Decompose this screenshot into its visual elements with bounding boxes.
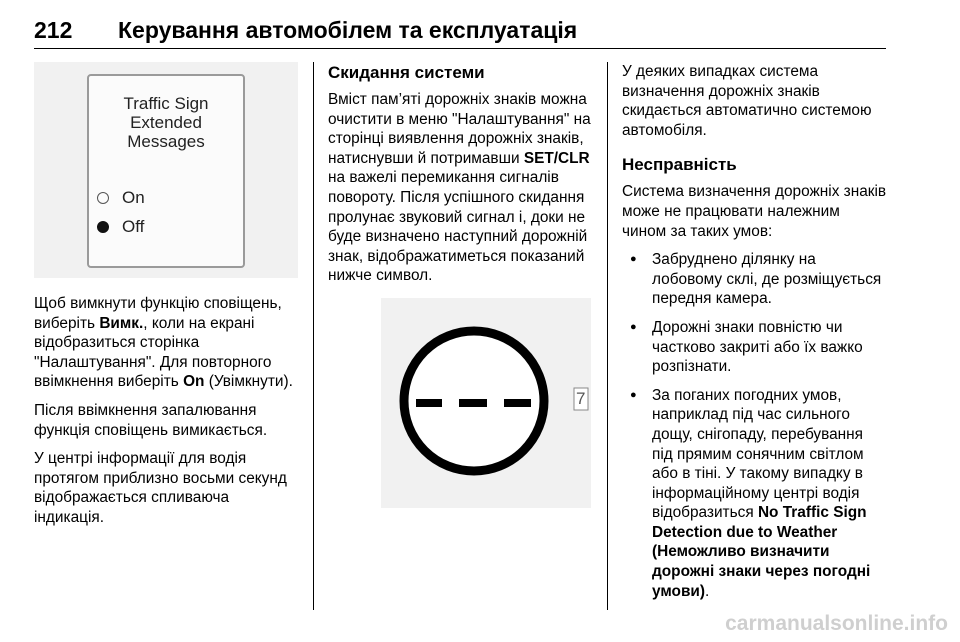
list-item: ● За поганих погодних умов, наприклад під час сильного дощу, снігопаду, перебування під прямим сонячним світлом або в тіні. У такому випадку в інформаційному центрі водія відобразиться No Traffic Sign Detection due to Weather (Неможливо визначити дорожні знаки через погодні умови). — [622, 386, 888, 602]
screen-title-line: Messages — [127, 132, 205, 151]
list-item: ● Дорожні знаки повністю чи частково закриті або їх важко розпізнати. — [622, 318, 888, 377]
figure-label: 7 — [576, 388, 586, 408]
option-label: On — [122, 188, 145, 207]
paragraph: У деяких випадках система визначення дорожніх знаків скидається автоматично системою автомобіля. — [622, 63, 872, 139]
radio-unselected-icon — [97, 192, 109, 204]
no-sign-detected-icon — [381, 298, 591, 508]
column-divider — [607, 62, 608, 610]
screen-title — [89, 94, 243, 151]
option-label: Off — [122, 217, 145, 236]
column-left — [34, 62, 300, 537]
watermark: carmanualsonline.info — [725, 612, 948, 635]
condition-list — [622, 250, 888, 601]
option-off — [97, 217, 144, 237]
column-right — [622, 62, 888, 610]
column-middle — [328, 62, 598, 508]
page-header — [34, 8, 886, 49]
paragraph: Система визначення дорожніх знаків може не працювати належним чином за таких умов: — [622, 183, 887, 240]
paragraph: Після ввімкнення запалювання функція сповіщень вимикається. — [34, 401, 268, 439]
screen-title-line: Traffic Sign — [123, 94, 209, 113]
reset-symbol-figure — [381, 298, 591, 508]
paragraph: Щоб вимкнути функцію сповіщень, виберіть Вимк., коли на екрані відобразиться сторінка "Налаштування". Для повторного ввімкнення виберіть On (Увімкнути). — [34, 295, 293, 391]
paragraph: Вміст пам’яті дорожніх знаків можна очистити в меню "Налаштування" на сторінці виявлення дорожніх знаків, натиснувши й потримавши SET/CLR на важелі перемикання сигналів повороту. Після успішного скидання пролунає звуковий сигнал і, доки не буде визначено наступний дорожній знак, відображатиметься показаний нижче символ. — [328, 91, 591, 285]
traffic-sign-menu-figure — [34, 62, 298, 278]
section-heading: Несправність — [622, 155, 737, 175]
paragraph: У центрі інформації для водія протягом приблизно восьми секунд відображається спливаюча індикація. — [34, 450, 287, 526]
screen-title-line: Extended — [130, 113, 202, 132]
column-divider — [313, 62, 314, 610]
option-on — [97, 188, 145, 208]
page-number: 212 — [34, 17, 73, 43]
list-item: ● Забруднено ділянку на лобовому склі, де розміщується передня камера. — [622, 250, 888, 309]
section-heading: Скидання системи — [328, 63, 485, 82]
page-title: Керування автомобілем та експлуатація — [118, 17, 578, 43]
radio-selected-icon — [97, 221, 109, 233]
display-screen — [87, 74, 245, 268]
